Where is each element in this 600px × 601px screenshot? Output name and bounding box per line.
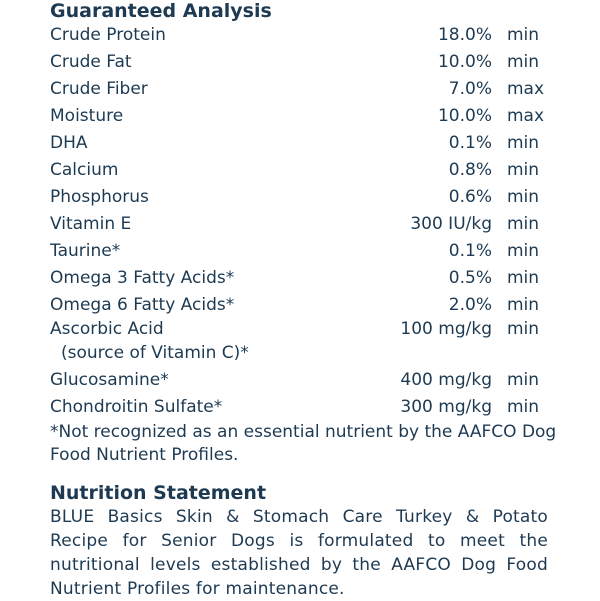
- nutrient-value: 2.0%: [448, 295, 492, 315]
- nutrient-qualifier: min: [507, 214, 540, 234]
- analysis-row: [50, 103, 545, 130]
- nutrient-value: 300 mg/kg: [400, 397, 492, 417]
- nutrient-name: Calcium: [50, 160, 119, 180]
- nutrient-name: Taurine*: [50, 241, 121, 261]
- nutrient-name: Phosphorus: [50, 187, 149, 207]
- analysis-row: [50, 394, 540, 421]
- nutrient-value: 18.0%: [437, 25, 492, 45]
- analysis-row: [50, 292, 540, 319]
- nutrient-name: Chondroitin Sulfate*: [50, 397, 223, 417]
- nutrient-value: 0.1%: [448, 241, 492, 261]
- analysis-row: [50, 238, 540, 265]
- nutrient-name: Crude Fat: [50, 52, 132, 72]
- nutrient-value: 10.0%: [437, 52, 492, 72]
- analysis-row: [50, 130, 540, 157]
- analysis-row: [50, 367, 540, 394]
- nutrient-qualifier: min: [507, 268, 540, 288]
- analysis-row: [50, 49, 540, 76]
- analysis-row: [50, 184, 540, 211]
- analysis-row: [50, 265, 540, 292]
- nutrient-qualifier: min: [507, 25, 540, 45]
- nutrient-name: Crude Fiber: [50, 79, 148, 99]
- guaranteed-analysis-title: Guaranteed Analysis: [50, 0, 272, 22]
- nutrient-qualifier: min: [507, 370, 540, 390]
- nutrient-qualifier: min: [507, 133, 540, 153]
- nutrient-name: Vitamin E: [50, 214, 132, 234]
- nutrient-value: 0.8%: [448, 160, 492, 180]
- aafco-footnote: *Not recognized as an essential nutrient by the AAFCO Dog Food Nutrient Profiles.: [50, 422, 557, 465]
- nutrient-name: Omega 3 Fatty Acids*: [50, 268, 235, 288]
- nutrient-name: Omega 6 Fatty Acids*: [50, 295, 235, 315]
- nutrient-qualifier: min: [507, 319, 540, 339]
- nutrient-qualifier: min: [507, 187, 540, 207]
- nutrient-value: 0.1%: [448, 133, 492, 153]
- nutrient-value: 0.6%: [448, 187, 492, 207]
- nutrient-value: 7.0%: [448, 79, 492, 99]
- nutrient-value: 400 mg/kg: [400, 370, 492, 390]
- nutrient-qualifier: min: [507, 397, 540, 417]
- nutrient-value: 300 IU/kg: [410, 214, 492, 234]
- analysis-row: [50, 22, 540, 49]
- nutrition-statement-title: Nutrition Statement: [50, 482, 267, 504]
- analysis-row: [50, 76, 545, 103]
- nutrient-name: Crude Protein: [50, 25, 166, 45]
- ascorbic-acid-subnote: (source of Vitamin C)*: [61, 343, 249, 363]
- nutrient-qualifier: min: [507, 160, 540, 180]
- analysis-row: [50, 157, 540, 184]
- nutrient-value: 100 mg/kg: [400, 319, 492, 339]
- nutrient-value: 10.0%: [437, 106, 492, 126]
- nutrient-qualifier: max: [507, 79, 545, 99]
- nutrition-statement-text: BLUE Basics Skin & Stomach Care Turkey & Potato Recipe for Senior Dogs is formulated to meet the nutritional levels established by the AAFCO Dog Food Nutrient Profiles for maintenance.: [50, 507, 548, 599]
- nutrient-name: Moisture: [50, 106, 124, 126]
- nutrient-name: Glucosamine*: [50, 370, 169, 390]
- nutrient-qualifier: min: [507, 295, 540, 315]
- nutrient-qualifier: min: [507, 52, 540, 72]
- nutrient-qualifier: min: [507, 241, 540, 261]
- nutrient-name: Ascorbic Acid: [50, 319, 164, 339]
- analysis-row: [50, 316, 540, 343]
- nutrient-name: DHA: [50, 133, 88, 153]
- analysis-row: [50, 211, 540, 238]
- nutrient-qualifier: max: [507, 106, 545, 126]
- nutrient-value: 0.5%: [448, 268, 492, 288]
